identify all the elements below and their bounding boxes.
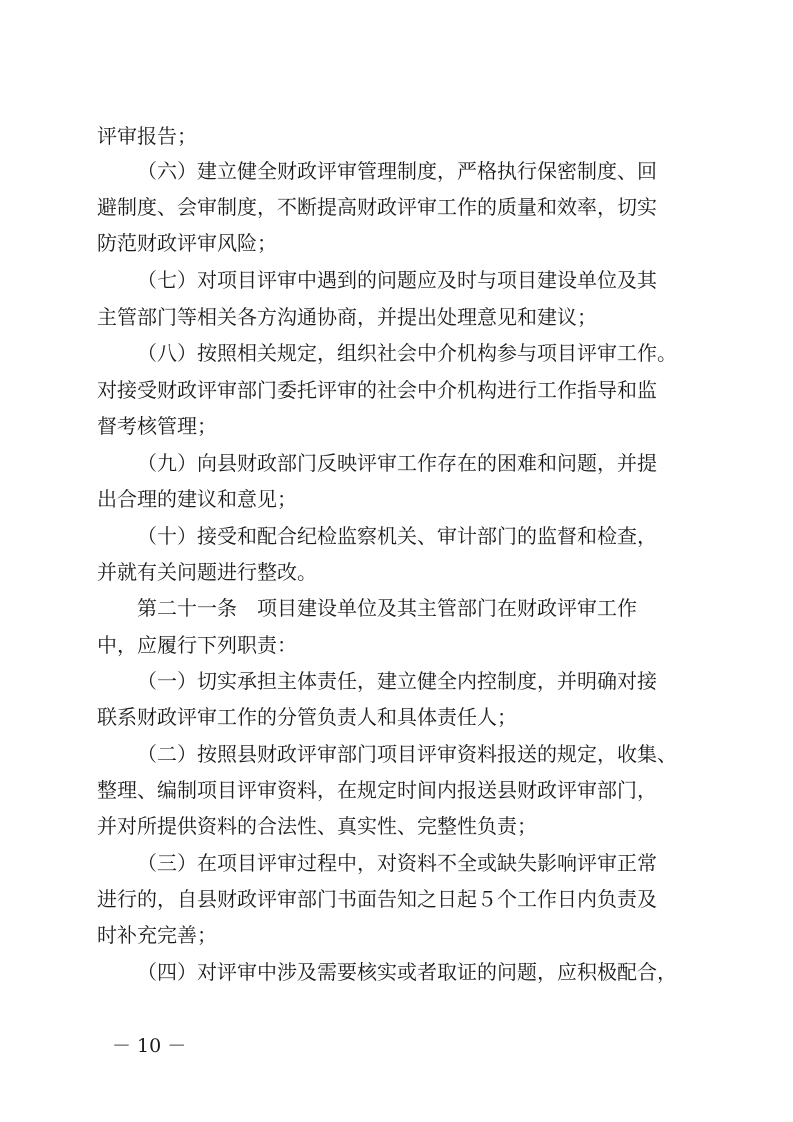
text-line: （七）对项目评审中遇到的问题应及时与项目建设单位及其 bbox=[137, 268, 657, 292]
text-line: 联系财政评审工作的分管负责人和具体责任人； bbox=[97, 705, 517, 729]
text-line: 整理、编制项目评审资料，在规定时间内报送县财政评审部门， bbox=[97, 778, 657, 802]
text-line: （十）接受和配合纪检监察机关、审计部门的监督和检查， bbox=[137, 524, 657, 548]
text-line: （四）对评审中涉及需要核实或者取证的问题，应积极配合， bbox=[137, 960, 677, 984]
text-line: 出合理的建议和意见； bbox=[97, 487, 297, 511]
text-line: （二）按照县财政评审部门项目评审资料报送的规定，收集、 bbox=[137, 742, 677, 766]
article-heading: 第二十一条 项目建设单位及其主管部门在财政评审工作 bbox=[137, 596, 637, 620]
text-line: 并就有关问题进行整改。 bbox=[97, 560, 317, 584]
page-number: － 10 － bbox=[112, 1035, 187, 1057]
text-line: 评审报告； bbox=[97, 124, 197, 148]
text-line: 督考核管理； bbox=[97, 414, 217, 438]
text-line: 对接受财政评审部门委托评审的社会中介机构进行工作指导和监 bbox=[97, 378, 657, 402]
text-line: （一）切实承担主体责任，建立健全内控制度，并明确对接 bbox=[137, 669, 657, 693]
text-line: （三）在项目评审过程中，对资料不全或缺失影响评审正常 bbox=[137, 851, 657, 875]
text-line: （八）按照相关规定，组织社会中介机构参与项目评审工作。 bbox=[137, 341, 677, 365]
text-line: 防范财政评审风险； bbox=[97, 231, 277, 255]
text-line: 时补充完善； bbox=[97, 923, 217, 947]
text-line: 中，应履行下列职责： bbox=[97, 633, 297, 657]
text-line: 主管部门等相关各方沟通协商，并提出处理意见和建议； bbox=[97, 305, 597, 329]
text-line: 并对所提供资料的合法性、真实性、完整性负责； bbox=[97, 814, 537, 838]
text-line: 避制度、会审制度，不断提高财政评审工作的质量和效率，切实 bbox=[97, 195, 657, 219]
text-line: （九）向县财政部门反映评审工作存在的困难和问题，并提 bbox=[137, 451, 657, 475]
text-line: 进行的，自县财政评审部门书面告知之日起５个工作日内负责及 bbox=[97, 887, 657, 911]
text-line: （六）建立健全财政评审管理制度，严格执行保密制度、回 bbox=[137, 159, 657, 183]
